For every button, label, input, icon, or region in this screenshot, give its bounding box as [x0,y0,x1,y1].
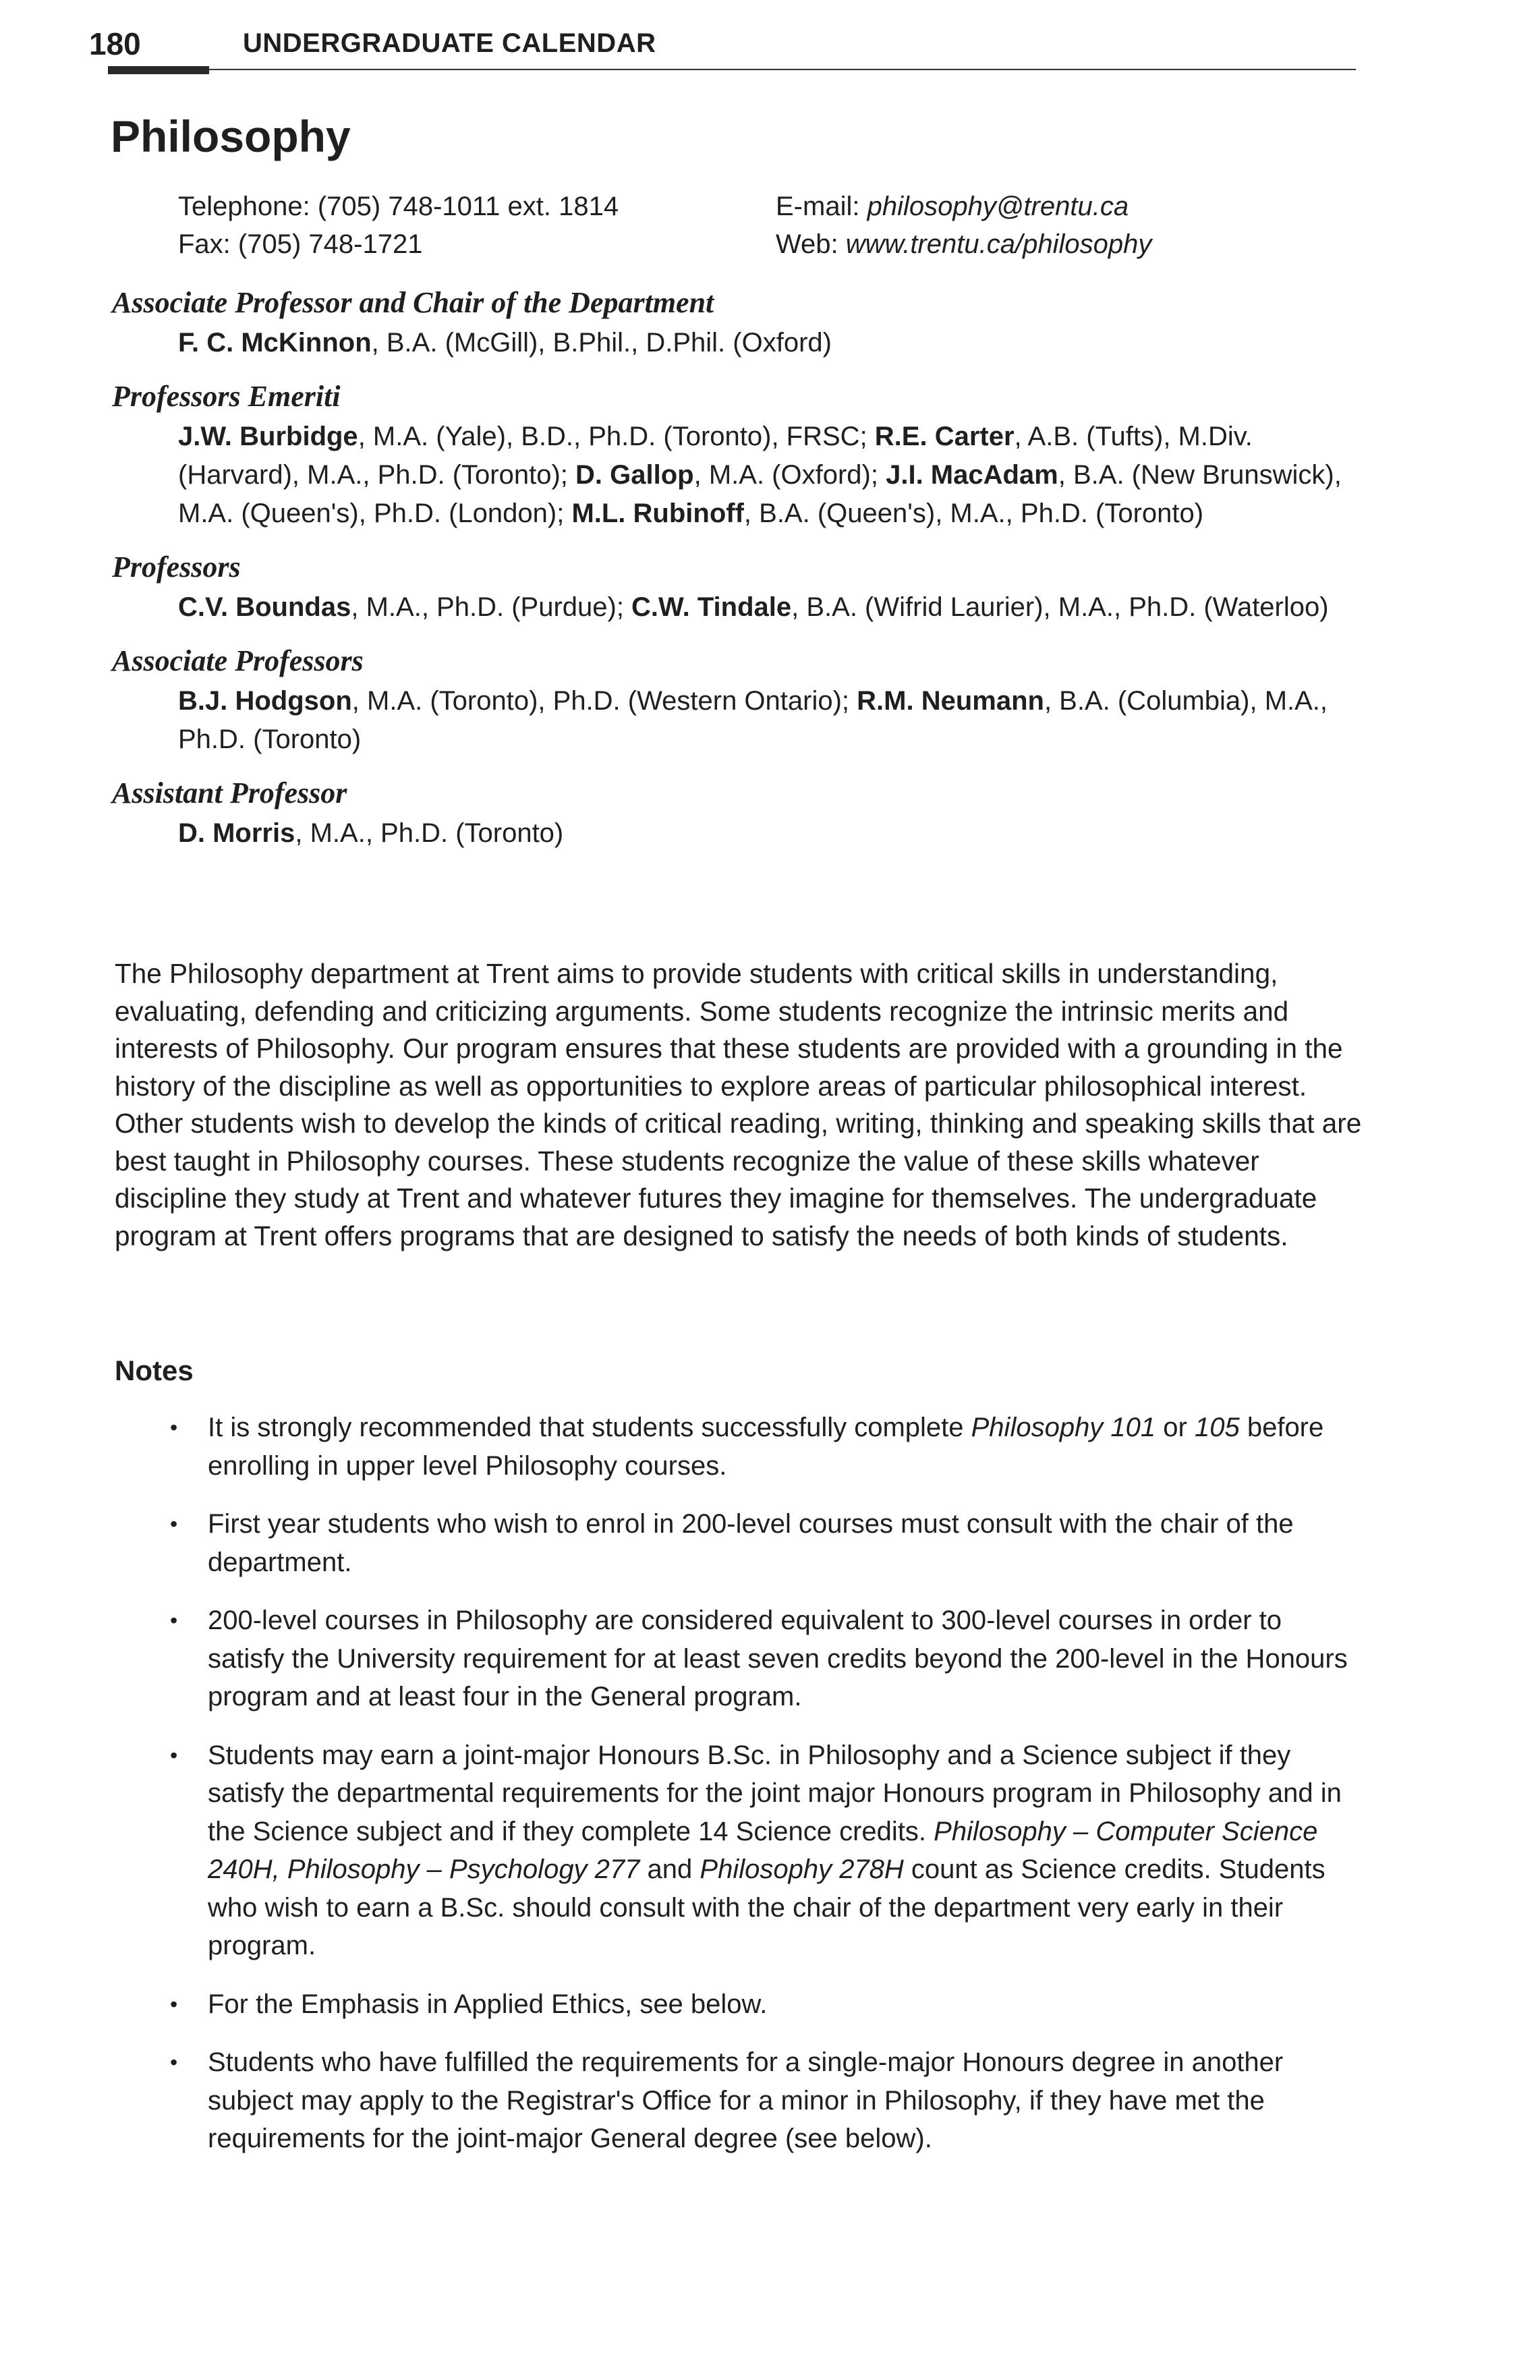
email-label: E-mail: [776,192,867,221]
faculty-group-title: Professors Emeriti [112,380,341,413]
bullet-icon: • [170,1743,178,1767]
faculty-group [112,548,1360,627]
faculty-members [112,418,1360,533]
faculty-name: B.J. Hodgson [178,686,352,716]
header-rule-accent [108,66,209,74]
telephone-line: Telephone: (705) 748-1011 ext. 1814 [178,192,619,221]
faculty-credentials: , B.A. (Columbia), M.A., Ph.D. (Toronto) [178,686,1328,754]
bullet-icon: • [170,1991,178,2016]
course-reference: Philosophy – Computer Science 240H, Philosophy – Psychology 277 [208,1816,1318,1884]
notes-list [163,1409,1364,2178]
note-item [163,1736,1364,1965]
faculty-credentials: , M.A. (Oxford); [693,460,886,490]
note-text: For the Emphasis in Applied Ethics, see below. [208,1989,768,2019]
contact-phone-block [178,188,619,263]
department-intro: The Philosophy department at Trent aims to provide students with critical skills in understanding, evaluating, defending and criticizing arguments. Some students recognize the intrinsic merits and interests of Philosophy. Our program ensures that these students are provided with a grounding in the history of the discipline as well as opportunities to explore areas of particular philosophical interest. Other students wish to develop the kinds of critical reading, writing, thinking and speaking skills that are best taught in Philosophy courses. These students recognize the value of these skills whatever discipline they study at Trent and whatever futures they imagine for themselves. The undergraduate program at Trent offers programs that are designed to satisfy the needs of both kinds of students. [115,958,1362,1251]
faculty-group-title: Associate Professors [112,644,364,677]
faculty-credentials: , B.A. (Queen's), M.A., Ph.D. (Toronto) [743,499,1204,528]
faculty-name: D. Gallop [575,460,694,490]
faculty-members [112,588,1360,627]
faculty-credentials: , M.A. (Toronto), Ph.D. (Western Ontario); [351,686,857,716]
faculty-credentials: , B.A. (New Brunswick), M.A. (Queen's), Ph.D. (London); [178,460,1342,528]
course-reference: Philosophy 101 [971,1413,1156,1442]
page-number: 180 [89,26,141,61]
note-text: before enrolling in upper level Philosophy courses. [208,1413,1324,1481]
faculty-name: J.I. MacAdam [886,460,1058,490]
faculty-name: C.V. Boundas [178,592,351,622]
faculty-members [112,324,1360,362]
faculty-credentials: , A.B. (Tufts), M.Div. (Harvard), M.A., Ph.D. (Toronto); [178,422,1253,490]
department-title: Philosophy [111,111,351,161]
bullet-icon: • [170,1512,178,1536]
note-text: First year students who wish to enrol in 200-level courses must consult with the chair of the department. [208,1509,1294,1577]
contact-online-block [776,188,1151,263]
faculty-group-title: Associate Professor and Chair of the Department [112,286,714,319]
course-reference: Philosophy 278H [700,1854,904,1884]
faculty-name: R.M. Neumann [857,686,1044,716]
calendar-title: UNDERGRADUATE CALENDAR [243,28,656,58]
note-text: 200-level courses in Philosophy are considered equivalent to 300-level courses in order to satisfy the University requirement for at least seven credits beyond the 200-level in the Honours program and at least four in the General program. [208,1606,1348,1711]
note-item [163,1985,1364,2024]
note-text: count as Science credits. Students who wish to earn a B.Sc. should consult with the chair of the department very early in their program. [208,1854,1325,1960]
note-text: Students who have fulfilled the requirements for a single-major Honours degree in another subject may apply to the Registrar's Office for a minor in Philosophy, if they have met the requirements for the joint-major General degree (see below). [208,2047,1284,2153]
faculty-group [112,377,1360,533]
note-item [163,1602,1364,1716]
note-item [163,1409,1364,1485]
faculty-list [112,283,1360,868]
faculty-name: M.L. Rubinoff [571,499,744,528]
web-label: Web: [776,229,846,259]
bullet-icon: • [170,2050,178,2074]
note-item [163,2043,1364,2158]
web-line [776,225,1151,263]
faculty-group-title: Professors [112,550,241,584]
faculty-credentials: , M.A., Ph.D. (Toronto) [295,818,564,848]
note-text: It is strongly recommended that students successfully complete [208,1413,971,1442]
faculty-credentials: , B.A. (Wifrid Laurier), M.A., Ph.D. (Waterloo) [791,592,1329,622]
notes-heading: Notes [115,1355,194,1386]
page-header [81,26,1363,73]
note-text: and [639,1854,700,1884]
faculty-group-title: Assistant Professor [112,776,347,810]
faculty-members [112,682,1360,759]
bullet-icon: • [170,1608,178,1633]
email-line [776,188,1151,225]
note-text: or [1156,1413,1195,1442]
bullet-icon: • [170,1415,178,1440]
faculty-group [112,642,1360,759]
note-text: Students may earn a joint-major Honours B.Sc. in Philosophy and a Science subject if they satisfy the departmental requirements for the joint major Honours program in Philosophy and in the Science subject and if they complete 14 Science credits. [208,1740,1342,1846]
email-link[interactable]: philosophy@trentu.ca [867,192,1129,221]
faculty-name: D. Morris [178,818,295,848]
faculty-credentials: , M.A., Ph.D. (Purdue); [351,592,632,622]
faculty-credentials: , B.A. (McGill), B.Phil., D.Phil. (Oxford) [371,328,832,358]
fax-line: Fax: (705) 748-1721 [178,229,423,259]
header-rule [108,69,1356,70]
faculty-group [112,283,1360,362]
faculty-name: F. C. McKinnon [178,328,372,358]
note-item [163,1505,1364,1581]
web-link[interactable]: www.trentu.ca/philosophy [845,229,1152,259]
faculty-name: C.W. Tindale [631,592,792,622]
faculty-name: J.W. Burbidge [178,422,358,451]
faculty-credentials: , M.A. (Yale), B.D., Ph.D. (Toronto), FRSC; [358,422,875,451]
faculty-name: R.E. Carter [874,422,1015,451]
faculty-group [112,774,1360,853]
faculty-members [112,814,1360,853]
course-reference: 105 [1194,1413,1240,1442]
